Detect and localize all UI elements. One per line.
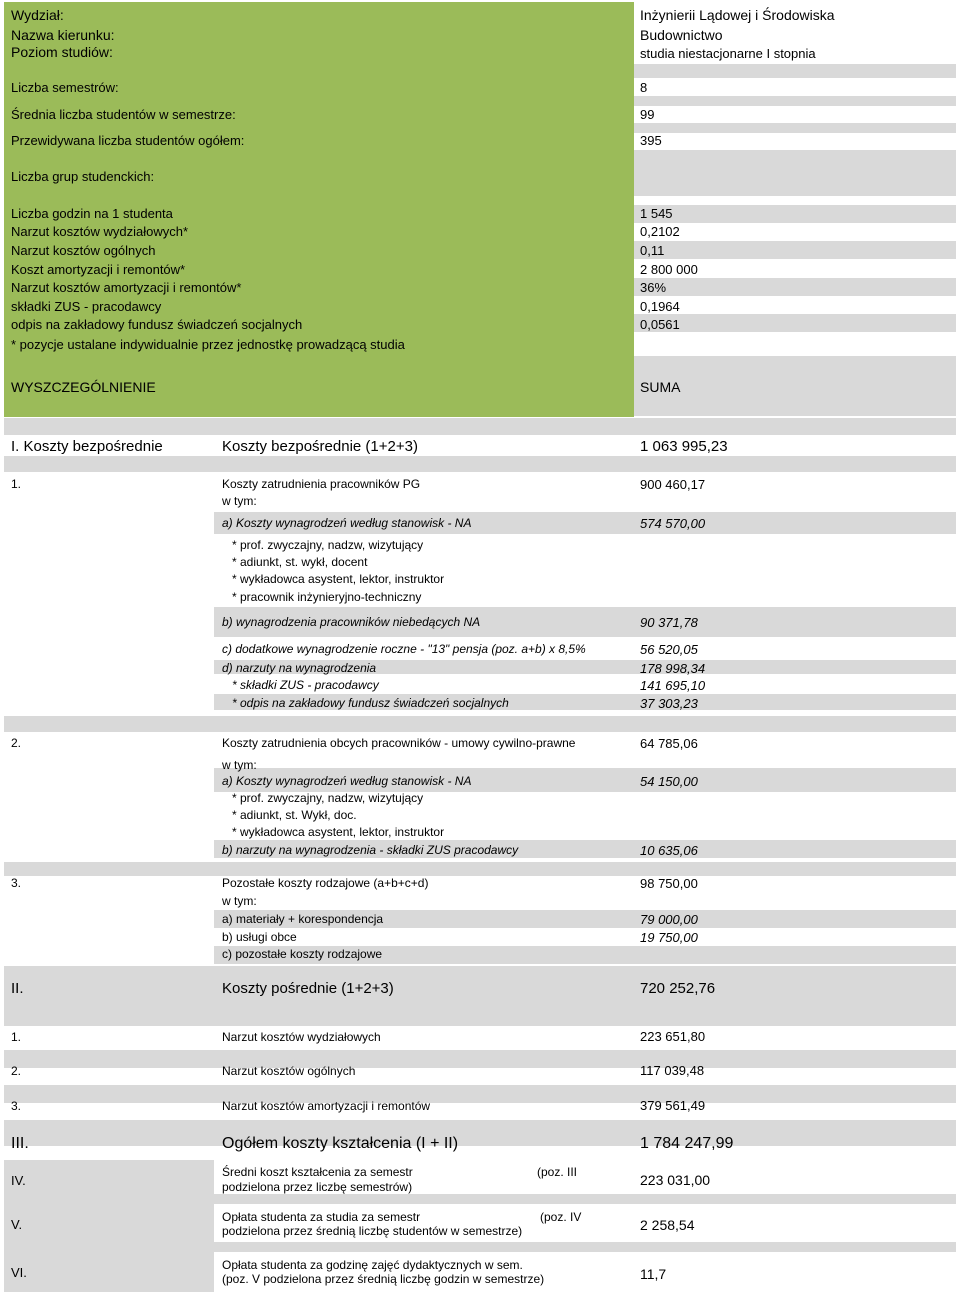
gray-band (4, 716, 956, 732)
param-label: Koszt amortyzacji i remontów* (11, 262, 186, 277)
item2-title: Koszty zatrudnienia obcych pracowników - umowy cywilno-prawne (222, 736, 576, 750)
param-label: Liczba grup studenckich: (11, 169, 155, 184)
in-which-label: w tym: (222, 894, 257, 908)
section-iii-code: III. (11, 1135, 29, 1152)
gray-band (634, 278, 956, 296)
section-ii-title: Koszty pośrednie (1+2+3) (222, 980, 394, 997)
overhead-label: Narzut kosztów ogólnych (222, 1064, 356, 1078)
item1-d-value: 178 998,34 (640, 661, 706, 676)
gray-band (214, 1242, 956, 1252)
item-number: 1. (11, 1030, 22, 1044)
column-header-sum: SUMA (640, 379, 681, 395)
item1-d-label: d) narzuty na wynagrodzenia (222, 661, 377, 675)
overhead-label: Narzut kosztów amortyzacji i remontów (222, 1099, 431, 1113)
item1-b-label: b) wynagrodzenia pracowników niebedących NA (222, 615, 481, 629)
item-number: 3. (11, 876, 22, 890)
section-vi-code: VI. (11, 1265, 27, 1280)
level-value: studia niestacjonarne I stopnia (640, 46, 816, 61)
gray-band (4, 456, 956, 472)
section-v-line1: Opłata studenta za studia za semestr (222, 1210, 421, 1224)
item2-value: 64 785,06 (640, 736, 698, 751)
gray-band (634, 123, 956, 133)
overhead-value: 379 561,49 (640, 1098, 706, 1113)
in-which-label: w tym: (222, 758, 257, 772)
position-row: * pracownik inżynieryjno-techniczny (232, 590, 422, 604)
faculty-label: Wydział: (11, 7, 64, 23)
section-v-note: (poz. IV (540, 1210, 582, 1224)
param-label: Narzut kosztów ogólnych (11, 243, 156, 258)
position-row: * adiunkt, st. Wykł, doc. (232, 808, 357, 822)
item2-a-label: a) Koszty wynagrodzeń według stanowisk - NA (222, 774, 472, 788)
gray-band (634, 96, 956, 106)
section-iii-value: 1 784 247,99 (640, 1135, 734, 1152)
item2-b-value: 10 635,06 (640, 843, 698, 858)
position-row: * adiunkt, st. wykł, docent (232, 555, 368, 569)
position-row: * wykładowca asystent, lektor, instruktor (232, 572, 445, 586)
section-iv-value: 223 031,00 (640, 1172, 711, 1188)
field-value: Budownictwo (640, 27, 723, 43)
item1-d2-label: * odpis na zakładowy fundusz świadczeń socjalnych (232, 696, 509, 710)
column-header-spec: WYSZCZEGÓLNIENIE (11, 379, 156, 395)
position-row: * prof. zwyczajny, nadzw, wizytujący (232, 538, 424, 552)
item-number: 2. (11, 736, 22, 750)
section-i-code: I. Koszty bezpośrednie (11, 438, 163, 455)
param-value: 99 (640, 107, 655, 122)
param-label: Liczba godzin na 1 studenta (11, 206, 173, 221)
item-number: 1. (11, 477, 22, 491)
gray-band (4, 862, 956, 876)
gray-band (634, 150, 956, 196)
in-which-label: w tym: (222, 494, 257, 508)
gray-band (4, 966, 956, 1026)
section-v-line2: podzielona przez średnią liczbę studentów w semestrze) (222, 1224, 523, 1238)
gray-band (4, 1160, 214, 1204)
section-iv-line2: podzielona przez liczbę semestrów) (222, 1180, 413, 1194)
param-value: 0,11 (640, 243, 665, 258)
item3-a-label: a) materiały + korespondencja (222, 912, 384, 926)
faculty-value: Inżynierii Lądowej i Środowiska (640, 7, 835, 23)
gray-band (634, 205, 956, 223)
item3-title: Pozostałe koszty rodzajowe (a+b+c+d) (222, 876, 429, 890)
param-value: 2 800 000 (640, 262, 698, 277)
section-ii-code: II. (11, 980, 24, 997)
param-value: 395 (640, 133, 662, 148)
param-value: 1 545 (640, 206, 673, 221)
overhead-label: Narzut kosztów wydziałowych (222, 1030, 381, 1044)
item1-a-value: 574 570,00 (640, 516, 706, 531)
item3-b-label: b) usługi obce (222, 930, 297, 944)
gray-band (4, 418, 956, 435)
item1-c-value: 56 520,05 (640, 642, 698, 657)
gray-band (634, 314, 956, 332)
level-label: Poziom studiów: (11, 44, 113, 60)
item3-a-value: 79 000,00 (640, 912, 698, 927)
param-value: 36% (640, 280, 667, 295)
section-v-code: V. (11, 1217, 23, 1232)
section-i-title: Koszty bezpośrednie (1+2+3) (222, 438, 418, 455)
section-v-value: 2 258,54 (640, 1217, 695, 1233)
item2-b-label: b) narzuty na wynagrodzenia - składki ZUS pracodawcy (222, 843, 519, 857)
param-value: 8 (640, 80, 648, 95)
item3-c-label: c) pozostałe koszty rodzajowe (222, 947, 383, 961)
section-iii-title: Ogółem koszty kształcenia (I + II) (222, 1135, 459, 1152)
overhead-value: 117 039,48 (640, 1063, 705, 1078)
section-vi-value: 11,7 (640, 1266, 667, 1282)
overhead-value: 223 651,80 (640, 1029, 706, 1044)
param-label: składki ZUS - pracodawcy (11, 299, 162, 314)
item-number: 2. (11, 1064, 22, 1078)
position-row: * prof. zwyczajny, nadzw, wizytujący (232, 791, 424, 805)
gray-band (4, 1085, 956, 1103)
item1-d1-label: * składki ZUS - pracodawcy (232, 678, 379, 692)
item3-b-value: 19 750,00 (640, 930, 698, 945)
item-number: 3. (11, 1099, 22, 1113)
gray-band (634, 356, 956, 416)
gray-band (214, 1194, 956, 1204)
param-label: Przewidywana liczba studentów ogółem: (11, 133, 245, 148)
item2-a-value: 54 150,00 (640, 774, 698, 789)
position-row: * wykładowca asystent, lektor, instruktor (232, 825, 445, 839)
footnote: * pozycje ustalane indywidualnie przez jednostkę prowadzącą studia (11, 337, 405, 352)
item1-b-value: 90 371,78 (640, 615, 698, 630)
param-value: 0,1964 (640, 299, 680, 314)
section-iv-line1: Średni koszt kształcenia za semestr (222, 1165, 413, 1179)
item1-c-label: c) dodatkowe wynagrodzenie roczne - "13" pensja (poz. a+b) x 8,5% (222, 642, 586, 656)
gray-band (634, 64, 956, 78)
item1-d2-value: 37 303,23 (640, 696, 698, 711)
section-iv-note: (poz. III (537, 1165, 578, 1179)
param-label: Narzut kosztów wydziałowych* (11, 224, 189, 239)
section-i-value: 1 063 995,23 (640, 438, 728, 455)
param-value: 0,2102 (640, 224, 680, 239)
param-label: Liczba semestrów: (11, 80, 119, 95)
gray-band (634, 241, 956, 259)
item1-d1-value: 141 695,10 (640, 678, 706, 693)
item1-title: Koszty zatrudnienia pracowników PG (222, 477, 421, 491)
item1-a-label: a) Koszty wynagrodzeń według stanowisk - NA (222, 516, 472, 530)
item1-value: 900 460,17 (640, 477, 706, 492)
gray-band (4, 1120, 956, 1146)
param-value: 0,0561 (640, 317, 680, 332)
gray-band (4, 1248, 214, 1292)
section-vi-line2: (poz. V podzielona przez średnią liczbę godzin w semestrze) (222, 1272, 545, 1286)
section-iv-code: IV. (11, 1173, 26, 1188)
param-label: Średnia liczba studentów w semestrze: (11, 107, 236, 122)
field-label: Nazwa kierunku: (11, 27, 115, 43)
param-label: Narzut kosztów amortyzacji i remontów* (11, 280, 242, 295)
gray-band (4, 1204, 214, 1248)
param-label: odpis na zakładowy fundusz świadczeń socjalnych (11, 317, 303, 332)
section-vi-line1: Opłata studenta za godzinę zajęć dydaktycznych w sem. (222, 1258, 523, 1272)
gray-band (4, 1050, 956, 1068)
item3-value: 98 750,00 (640, 876, 698, 891)
section-ii-value: 720 252,76 (640, 980, 716, 997)
